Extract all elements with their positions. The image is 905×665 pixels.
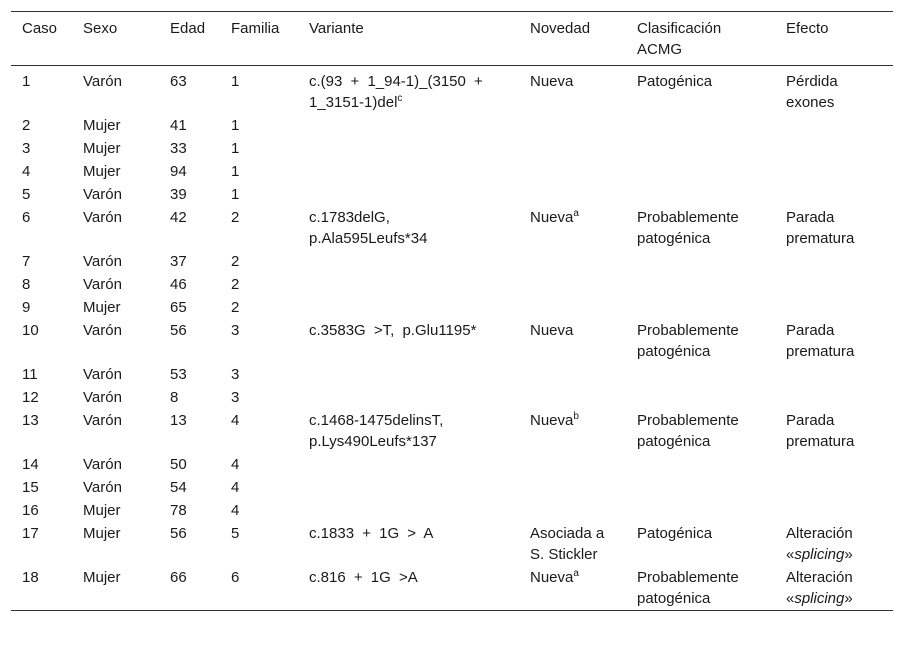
table-row bbox=[11, 114, 893, 137]
cell-efecto bbox=[775, 273, 893, 296]
cell-clasificacion: Probablemente patogénica bbox=[637, 209, 739, 247]
cell-variante bbox=[298, 296, 519, 319]
cell-caso: 16 bbox=[22, 502, 39, 519]
cell-caso: 17 bbox=[22, 525, 39, 542]
header-caso: Caso bbox=[22, 20, 58, 37]
cell-familia: 4 bbox=[231, 502, 240, 519]
cell-caso: 5 bbox=[22, 186, 31, 203]
cell-novedad bbox=[519, 66, 626, 115]
cell-efecto bbox=[775, 522, 893, 566]
cell-variante bbox=[298, 409, 519, 453]
cell-sexo: Mujer bbox=[83, 525, 121, 542]
header-familia: Familia bbox=[231, 20, 280, 37]
cell-novedad bbox=[519, 499, 626, 522]
header-efecto: Efecto bbox=[786, 20, 829, 37]
cell-variante bbox=[298, 66, 519, 115]
header-novedad: Novedad bbox=[530, 20, 591, 37]
cell-caso: 6 bbox=[22, 209, 31, 226]
variante-text: c.(93 + 1_94-1)_(3150 + 1_3151-1)del bbox=[309, 73, 483, 111]
cell-efecto bbox=[775, 160, 893, 183]
cell-caso: 8 bbox=[22, 276, 31, 293]
cell-novedad bbox=[519, 476, 626, 499]
novedad-text: Nueva bbox=[530, 569, 574, 586]
cell-familia: 1 bbox=[231, 73, 240, 90]
cell-variante bbox=[298, 114, 519, 137]
cell-familia: 2 bbox=[231, 253, 240, 270]
cell-clasificacion bbox=[626, 453, 775, 476]
cell-caso: 18 bbox=[22, 569, 39, 586]
cell-familia: 2 bbox=[231, 299, 240, 316]
cell-clasificacion bbox=[626, 363, 775, 386]
cell-novedad bbox=[519, 273, 626, 296]
cell-variante bbox=[298, 386, 519, 409]
novedad-footnote: a bbox=[573, 568, 579, 579]
variants-table bbox=[11, 11, 893, 611]
cell-variante bbox=[298, 499, 519, 522]
cell-clasificacion: Probablemente patogénica bbox=[637, 412, 739, 450]
cell-clasificacion bbox=[626, 160, 775, 183]
cell-caso: 3 bbox=[22, 140, 31, 157]
cell-caso: 10 bbox=[22, 322, 39, 339]
cell-novedad bbox=[519, 206, 626, 250]
cell-edad: 56 bbox=[170, 525, 187, 542]
cell-edad: 33 bbox=[170, 140, 187, 157]
cell-caso: 14 bbox=[22, 456, 39, 473]
table-row bbox=[11, 273, 893, 296]
efecto-emphasis: splicing bbox=[794, 546, 845, 563]
cell-caso: 2 bbox=[22, 117, 31, 134]
cell-variante bbox=[298, 566, 519, 611]
cell-familia: 1 bbox=[231, 140, 240, 157]
cell-novedad bbox=[519, 363, 626, 386]
cell-novedad bbox=[519, 566, 626, 611]
cell-caso: 9 bbox=[22, 299, 31, 316]
cell-clasificacion: Patogénica bbox=[637, 525, 713, 542]
cell-sexo: Varón bbox=[83, 322, 122, 339]
cell-efecto bbox=[775, 250, 893, 273]
cell-familia: 4 bbox=[231, 479, 240, 496]
table-row bbox=[11, 453, 893, 476]
header-edad: Edad bbox=[170, 20, 206, 37]
cell-efecto bbox=[775, 476, 893, 499]
cell-familia: 1 bbox=[231, 186, 240, 203]
cell-novedad bbox=[519, 296, 626, 319]
table-row bbox=[11, 499, 893, 522]
header-clasificacion: Clasificación ACMG bbox=[637, 20, 722, 58]
table-row bbox=[11, 160, 893, 183]
cell-familia: 3 bbox=[231, 389, 240, 406]
cell-edad: 37 bbox=[170, 253, 187, 270]
cell-sexo: Varón bbox=[83, 186, 122, 203]
cell-variante bbox=[298, 250, 519, 273]
cell-variante bbox=[298, 319, 519, 363]
cell-variante bbox=[298, 476, 519, 499]
efecto-prefix: Alteración « bbox=[786, 525, 853, 563]
cell-caso: 11 bbox=[22, 366, 38, 383]
cell-novedad bbox=[519, 453, 626, 476]
cell-familia: 3 bbox=[231, 366, 240, 383]
cell-familia: 3 bbox=[231, 322, 240, 339]
cell-clasificacion bbox=[626, 273, 775, 296]
cell-efecto bbox=[775, 363, 893, 386]
cell-edad: 66 bbox=[170, 569, 187, 586]
cell-efecto: Parada prematura bbox=[786, 322, 855, 360]
cell-caso: 1 bbox=[22, 73, 31, 90]
cell-efecto bbox=[775, 566, 893, 611]
table-row bbox=[11, 363, 893, 386]
header-row bbox=[11, 12, 893, 66]
table-row bbox=[11, 206, 893, 250]
cell-familia: 2 bbox=[231, 276, 240, 293]
cell-sexo: Varón bbox=[83, 209, 122, 226]
cell-novedad bbox=[519, 250, 626, 273]
cell-variante bbox=[298, 137, 519, 160]
table-row bbox=[11, 386, 893, 409]
table-row bbox=[11, 319, 893, 363]
cell-clasificacion: Probablemente patogénica bbox=[637, 322, 739, 360]
cell-edad: 53 bbox=[170, 366, 187, 383]
cell-sexo: Varón bbox=[83, 479, 122, 496]
cell-sexo: Mujer bbox=[83, 569, 121, 586]
cell-sexo: Varón bbox=[83, 73, 122, 90]
variante-text: c.1468-1475delinsT, p.Lys490Leufs*137 bbox=[309, 412, 444, 450]
cell-clasificacion: Patogénica bbox=[637, 73, 713, 90]
cell-edad: 78 bbox=[170, 502, 187, 519]
cell-sexo: Mujer bbox=[83, 163, 121, 180]
variante-text: c.1783delG, p.Ala595Leufs*34 bbox=[309, 209, 428, 247]
cell-sexo: Varón bbox=[83, 366, 122, 383]
cell-clasificacion bbox=[626, 183, 775, 206]
cell-caso: 4 bbox=[22, 163, 31, 180]
cell-edad: 56 bbox=[170, 322, 187, 339]
efecto-emphasis: splicing bbox=[794, 590, 845, 607]
cell-edad: 65 bbox=[170, 299, 187, 316]
table-row bbox=[11, 183, 893, 206]
cell-novedad bbox=[519, 160, 626, 183]
table-row bbox=[11, 66, 893, 115]
table-row bbox=[11, 296, 893, 319]
cell-variante bbox=[298, 183, 519, 206]
cell-sexo: Varón bbox=[83, 456, 122, 473]
cell-familia: 1 bbox=[231, 117, 240, 134]
cell-efecto bbox=[775, 114, 893, 137]
variante-footnote: c bbox=[397, 93, 403, 104]
novedad-text: Nueva bbox=[530, 73, 574, 90]
cell-sexo: Varón bbox=[83, 412, 122, 429]
cell-efecto bbox=[775, 296, 893, 319]
cell-edad: 63 bbox=[170, 73, 187, 90]
cell-edad: 54 bbox=[170, 479, 187, 496]
table-body bbox=[11, 66, 893, 611]
novedad-text: Asociada a S. Stickler bbox=[530, 525, 605, 563]
cell-clasificacion bbox=[626, 137, 775, 160]
cell-sexo: Mujer bbox=[83, 140, 121, 157]
table-row bbox=[11, 522, 893, 566]
table-row bbox=[11, 566, 893, 611]
variante-text: c.3583G >T, p.Glu1195* bbox=[309, 322, 477, 339]
cell-sexo: Varón bbox=[83, 276, 122, 293]
cell-variante bbox=[298, 522, 519, 566]
cell-efecto: Parada prematura bbox=[786, 209, 855, 247]
cell-caso: 12 bbox=[22, 389, 39, 406]
cell-clasificacion bbox=[626, 386, 775, 409]
cell-efecto bbox=[775, 386, 893, 409]
cell-novedad bbox=[519, 183, 626, 206]
cell-efecto bbox=[775, 499, 893, 522]
cell-edad: 94 bbox=[170, 163, 187, 180]
cell-edad: 46 bbox=[170, 276, 187, 293]
cell-variante bbox=[298, 160, 519, 183]
cell-caso: 15 bbox=[22, 479, 39, 496]
cell-edad: 8 bbox=[170, 389, 179, 406]
cell-edad: 41 bbox=[170, 117, 187, 134]
cell-sexo: Varón bbox=[83, 253, 122, 270]
novedad-text: Nueva bbox=[530, 412, 574, 429]
cell-efecto: Parada prematura bbox=[786, 412, 855, 450]
cell-variante bbox=[298, 273, 519, 296]
cell-clasificacion bbox=[626, 476, 775, 499]
cell-variante bbox=[298, 206, 519, 250]
cell-edad: 42 bbox=[170, 209, 187, 226]
cell-novedad bbox=[519, 114, 626, 137]
table-row bbox=[11, 476, 893, 499]
cell-novedad bbox=[519, 319, 626, 363]
novedad-text: Nueva bbox=[530, 209, 574, 226]
cell-familia: 1 bbox=[231, 163, 240, 180]
cell-clasificacion bbox=[626, 114, 775, 137]
table-row bbox=[11, 250, 893, 273]
efecto-suffix: » bbox=[844, 590, 853, 607]
cell-familia: 6 bbox=[231, 569, 240, 586]
variante-text: c.816 + 1G >A bbox=[309, 569, 418, 586]
cell-clasificacion bbox=[626, 250, 775, 273]
cell-clasificacion bbox=[626, 499, 775, 522]
cell-sexo: Mujer bbox=[83, 299, 121, 316]
cell-novedad bbox=[519, 522, 626, 566]
cell-familia: 2 bbox=[231, 209, 240, 226]
cell-sexo: Mujer bbox=[83, 502, 121, 519]
cell-efecto: Pérdida exones bbox=[786, 73, 838, 111]
cell-sexo: Mujer bbox=[83, 117, 121, 134]
cell-caso: 13 bbox=[22, 412, 39, 429]
cell-variante bbox=[298, 453, 519, 476]
novedad-footnote: b bbox=[573, 411, 579, 422]
cell-familia: 4 bbox=[231, 412, 240, 429]
cell-edad: 13 bbox=[170, 412, 187, 429]
efecto-suffix: » bbox=[844, 546, 853, 563]
header-sexo: Sexo bbox=[83, 20, 118, 37]
cell-familia: 5 bbox=[231, 525, 240, 542]
cell-familia: 4 bbox=[231, 456, 240, 473]
cell-efecto bbox=[775, 137, 893, 160]
cell-novedad bbox=[519, 386, 626, 409]
table-container bbox=[11, 11, 893, 611]
novedad-footnote: a bbox=[573, 208, 579, 219]
cell-variante bbox=[298, 363, 519, 386]
variante-text: c.1833 + 1G > A bbox=[309, 525, 434, 542]
novedad-text: Nueva bbox=[530, 322, 574, 339]
cell-caso: 7 bbox=[22, 253, 31, 270]
cell-efecto bbox=[775, 183, 893, 206]
cell-clasificacion bbox=[626, 296, 775, 319]
cell-edad: 50 bbox=[170, 456, 187, 473]
cell-clasificacion: Probablemente patogénica bbox=[637, 569, 739, 607]
cell-novedad bbox=[519, 409, 626, 453]
cell-novedad bbox=[519, 137, 626, 160]
efecto-prefix: Alteración « bbox=[786, 569, 853, 607]
table-row bbox=[11, 409, 893, 453]
header-variante: Variante bbox=[309, 20, 364, 37]
table-row bbox=[11, 137, 893, 160]
cell-edad: 39 bbox=[170, 186, 187, 203]
cell-sexo: Varón bbox=[83, 389, 122, 406]
cell-efecto bbox=[775, 453, 893, 476]
